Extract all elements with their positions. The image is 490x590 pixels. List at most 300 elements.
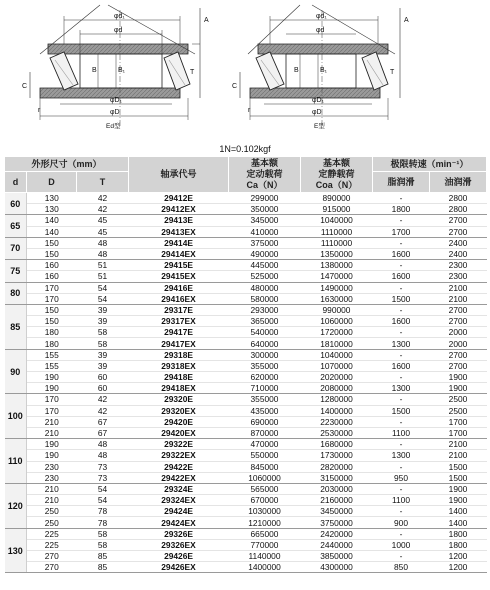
cell-D: 180 [27, 338, 77, 349]
cell-D: 180 [27, 327, 77, 338]
cell-grease: - [373, 372, 430, 383]
cell-grease: - [373, 551, 430, 562]
cell-code: 29420E [129, 416, 229, 427]
table-header [5, 157, 487, 193]
header-d: d [5, 172, 27, 193]
cell-ca: 870000 [229, 427, 301, 438]
cell-ca: 1210000 [229, 517, 301, 528]
cell-oil: 1900 [430, 495, 487, 506]
cell-coa: 1040000 [301, 349, 373, 360]
cell-ca: 480000 [229, 282, 301, 293]
cell-T: 78 [77, 517, 129, 528]
cell-ca: 293000 [229, 304, 301, 315]
dim-label-d1-left: φd₁ [114, 13, 125, 20]
cell-code: 29326E [129, 528, 229, 539]
cell-grease: - [373, 193, 430, 204]
cell-ca: 355000 [229, 394, 301, 405]
cell-code: 29317EX [129, 316, 229, 327]
cell-d: 130 [5, 528, 27, 573]
cell-oil: 2500 [430, 394, 487, 405]
cell-T: 58 [77, 338, 129, 349]
cell-oil: 2700 [430, 349, 487, 360]
dim-label-D1-left: φD₁ [110, 97, 122, 104]
cell-T: 48 [77, 248, 129, 259]
cell-T: 54 [77, 293, 129, 304]
cell-oil: 2000 [430, 327, 487, 338]
table-row [5, 260, 487, 271]
cell-oil: 1200 [430, 562, 487, 573]
cell-grease: - [373, 461, 430, 472]
cell-grease: - [373, 282, 430, 293]
cell-grease: 1500 [373, 293, 430, 304]
cell-grease: 900 [373, 517, 430, 528]
caption-ed-type: Ed型 [106, 123, 121, 130]
header-grease: 脂润滑 [373, 172, 430, 193]
cell-ca: 470000 [229, 439, 301, 450]
cell-D: 190 [27, 383, 77, 394]
cell-oil: 1200 [430, 551, 487, 562]
cell-coa: 1060000 [301, 316, 373, 327]
cell-code: 29414E [129, 237, 229, 248]
cell-coa: 1720000 [301, 327, 373, 338]
cell-D: 190 [27, 439, 77, 450]
cell-oil: 2100 [430, 439, 487, 450]
cell-grease: - [373, 506, 430, 517]
table-row [5, 528, 487, 539]
cell-D: 250 [27, 506, 77, 517]
cell-coa: 1040000 [301, 215, 373, 226]
cell-oil: 2400 [430, 237, 487, 248]
cell-code: 29413EX [129, 226, 229, 237]
cell-T: 60 [77, 383, 129, 394]
header-coa-line2: 定静载荷 [318, 169, 355, 179]
cell-code: 29322E [129, 439, 229, 450]
cell-D: 225 [27, 528, 77, 539]
cell-oil: 1900 [430, 372, 487, 383]
cell-coa: 1380000 [301, 260, 373, 271]
header-code: 轴承代号 [129, 157, 229, 193]
cell-grease: 1100 [373, 427, 430, 438]
cell-D: 210 [27, 427, 77, 438]
dim-label-T-right: T [390, 69, 395, 76]
header-coa-line3: Coa（N） [315, 180, 358, 190]
cell-oil: 2700 [430, 215, 487, 226]
cell-coa: 1810000 [301, 338, 373, 349]
cell-coa: 2530000 [301, 427, 373, 438]
cell-grease: 950 [373, 472, 430, 483]
dim-label-d-left: φd [114, 27, 123, 34]
cell-D: 170 [27, 405, 77, 416]
header-dims-group: 外形尺寸（mm） [5, 157, 129, 172]
cell-D: 160 [27, 271, 77, 282]
dim-label-A-right: A [404, 17, 409, 24]
cell-oil: 1800 [430, 539, 487, 550]
bearing-spec-table [4, 156, 487, 573]
table-row [5, 215, 487, 226]
cell-d: 100 [5, 394, 27, 439]
cell-T: 58 [77, 327, 129, 338]
cell-grease: - [373, 416, 430, 427]
cell-oil: 2700 [430, 360, 487, 371]
cell-grease: 1600 [373, 360, 430, 371]
table-row [5, 405, 487, 416]
table-row [5, 372, 487, 383]
cell-coa: 1680000 [301, 439, 373, 450]
cell-code: 29418E [129, 372, 229, 383]
cell-grease: - [373, 260, 430, 271]
cell-code: 29326EX [129, 539, 229, 550]
cell-ca: 410000 [229, 226, 301, 237]
table-row [5, 226, 487, 237]
cell-coa: 1490000 [301, 282, 373, 293]
cell-oil: 2300 [430, 260, 487, 271]
cell-D: 270 [27, 551, 77, 562]
cell-D: 155 [27, 349, 77, 360]
cell-D: 150 [27, 237, 77, 248]
cell-ca: 300000 [229, 349, 301, 360]
cell-ca: 445000 [229, 260, 301, 271]
cell-coa: 1110000 [301, 226, 373, 237]
cell-coa: 890000 [301, 193, 373, 204]
cell-oil: 2100 [430, 293, 487, 304]
dim-label-B1-right: B₁ [320, 67, 328, 74]
cell-grease: - [373, 394, 430, 405]
cell-ca: 299000 [229, 193, 301, 204]
cell-oil: 2700 [430, 304, 487, 315]
cell-T: 42 [77, 394, 129, 405]
cell-D: 160 [27, 260, 77, 271]
cell-T: 67 [77, 427, 129, 438]
cell-coa: 915000 [301, 204, 373, 215]
unit-conversion-note: 1N=0.102kgf [219, 144, 271, 154]
cell-ca: 355000 [229, 360, 301, 371]
cell-d: 70 [5, 237, 27, 259]
cell-T: 85 [77, 562, 129, 573]
cell-ca: 710000 [229, 383, 301, 394]
cell-code: 29424E [129, 506, 229, 517]
cell-ca: 365000 [229, 316, 301, 327]
cell-ca: 375000 [229, 237, 301, 248]
cell-code: 29418EX [129, 383, 229, 394]
bearing-spec-table-wrapper [4, 156, 486, 573]
header-ca-line3: Ca（N） [246, 180, 283, 190]
table-row [5, 237, 487, 248]
cell-T: 51 [77, 260, 129, 271]
cell-D: 270 [27, 562, 77, 573]
cell-oil: 1900 [430, 483, 487, 494]
cell-oil: 1500 [430, 472, 487, 483]
table-row [5, 439, 487, 450]
cell-T: 42 [77, 193, 129, 204]
cell-ca: 550000 [229, 450, 301, 461]
cell-grease: 1700 [373, 226, 430, 237]
cell-D: 250 [27, 517, 77, 528]
cell-coa: 2160000 [301, 495, 373, 506]
dim-label-d1-right: φd₁ [316, 13, 327, 20]
cell-code: 29426EX [129, 562, 229, 573]
cell-T: 48 [77, 439, 129, 450]
table-row [5, 539, 487, 550]
table-body [5, 193, 487, 573]
dim-label-r-left: r [38, 107, 41, 114]
cell-coa: 3150000 [301, 472, 373, 483]
cell-T: 39 [77, 360, 129, 371]
cell-D: 130 [27, 193, 77, 204]
cell-ca: 1030000 [229, 506, 301, 517]
cell-d: 110 [5, 439, 27, 484]
table-row [5, 204, 487, 215]
cell-grease: 1100 [373, 495, 430, 506]
cell-code: 29320EX [129, 405, 229, 416]
cell-D: 140 [27, 215, 77, 226]
cell-T: 73 [77, 461, 129, 472]
cell-oil: 1400 [430, 517, 487, 528]
dim-label-d-right: φd [316, 27, 325, 34]
table-row [5, 483, 487, 494]
cell-coa: 2820000 [301, 461, 373, 472]
cell-coa: 1730000 [301, 450, 373, 461]
cell-oil: 2400 [430, 248, 487, 259]
cell-grease: - [373, 237, 430, 248]
cell-ca: 1060000 [229, 472, 301, 483]
cell-code: 29422E [129, 461, 229, 472]
cell-T: 54 [77, 282, 129, 293]
header-speed-group: 极限转速（min⁻¹） [373, 157, 487, 172]
header-T: T [77, 172, 129, 193]
cell-grease: 1600 [373, 248, 430, 259]
cell-grease: 850 [373, 562, 430, 573]
cell-ca: 670000 [229, 495, 301, 506]
dim-label-A-left: A [204, 17, 209, 24]
cell-D: 190 [27, 450, 77, 461]
table-row [5, 360, 487, 371]
cell-T: 73 [77, 472, 129, 483]
cell-oil: 2700 [430, 226, 487, 237]
header-ca-line1: 基本额 [250, 158, 278, 168]
dim-label-C-right: C [232, 83, 238, 90]
cell-T: 45 [77, 226, 129, 237]
cell-T: 42 [77, 204, 129, 215]
cell-T: 54 [77, 483, 129, 494]
cell-oil: 1400 [430, 506, 487, 517]
cell-oil: 2000 [430, 338, 487, 349]
cell-D: 210 [27, 483, 77, 494]
cell-grease: 1500 [373, 405, 430, 416]
cell-grease: 1300 [373, 383, 430, 394]
cell-T: 39 [77, 316, 129, 327]
table-row [5, 394, 487, 405]
table-row [5, 495, 487, 506]
header-D: D [27, 172, 77, 193]
cell-coa: 3750000 [301, 517, 373, 528]
cell-coa: 990000 [301, 304, 373, 315]
cell-d: 60 [5, 193, 27, 215]
cell-oil: 1700 [430, 416, 487, 427]
cell-grease: - [373, 439, 430, 450]
cell-oil: 1800 [430, 528, 487, 539]
dim-label-T-left: T [190, 69, 195, 76]
cell-ca: 620000 [229, 372, 301, 383]
cell-code: 29420EX [129, 427, 229, 438]
cell-grease: - [373, 304, 430, 315]
cell-oil: 2100 [430, 450, 487, 461]
cell-ca: 350000 [229, 204, 301, 215]
cell-ca: 845000 [229, 461, 301, 472]
cell-grease: 1600 [373, 271, 430, 282]
table-row [5, 193, 487, 204]
cell-oil: 2100 [430, 282, 487, 293]
dim-label-B-left: B [92, 67, 97, 74]
cell-ca: 435000 [229, 405, 301, 416]
cell-coa: 2420000 [301, 528, 373, 539]
dim-label-D1-right: φD₁ [312, 97, 324, 104]
cell-ca: 525000 [229, 271, 301, 282]
cell-coa: 1630000 [301, 293, 373, 304]
table-row [5, 383, 487, 394]
cell-ca: 665000 [229, 528, 301, 539]
cell-coa: 1280000 [301, 394, 373, 405]
table-row [5, 461, 487, 472]
cell-D: 190 [27, 372, 77, 383]
table-row [5, 427, 487, 438]
cell-T: 48 [77, 450, 129, 461]
cell-ca: 490000 [229, 248, 301, 259]
cell-coa: 2020000 [301, 372, 373, 383]
cell-code: 29415E [129, 260, 229, 271]
cell-D: 150 [27, 304, 77, 315]
table-row [5, 282, 487, 293]
cell-code: 29320E [129, 394, 229, 405]
cell-ca: 580000 [229, 293, 301, 304]
cell-ca: 770000 [229, 539, 301, 550]
cell-coa: 4300000 [301, 562, 373, 573]
cell-oil: 2800 [430, 204, 487, 215]
cell-oil: 1500 [430, 461, 487, 472]
table-row [5, 271, 487, 282]
cell-grease: 1600 [373, 316, 430, 327]
cell-D: 170 [27, 282, 77, 293]
cell-ca: 640000 [229, 338, 301, 349]
cell-code: 29417EX [129, 338, 229, 349]
cell-code: 29317E [129, 304, 229, 315]
cell-grease: - [373, 483, 430, 494]
cell-ca: 1140000 [229, 551, 301, 562]
cell-T: 67 [77, 416, 129, 427]
table-row [5, 304, 487, 315]
drawing-e-type [240, 5, 400, 126]
cell-coa: 2030000 [301, 483, 373, 494]
bearing-drawings [0, 0, 490, 140]
cell-coa: 3850000 [301, 551, 373, 562]
cell-d: 90 [5, 349, 27, 394]
cell-D: 140 [27, 226, 77, 237]
cell-code: 29424EX [129, 517, 229, 528]
cell-oil: 2300 [430, 271, 487, 282]
cell-ca: 690000 [229, 416, 301, 427]
cell-code: 29422EX [129, 472, 229, 483]
cell-code: 29417E [129, 327, 229, 338]
table-row [5, 472, 487, 483]
cell-ca: 1400000 [229, 562, 301, 573]
cell-D: 230 [27, 461, 77, 472]
dim-label-B1-left: B₁ [118, 67, 126, 74]
cell-grease: 1300 [373, 450, 430, 461]
cell-T: 60 [77, 372, 129, 383]
cell-oil: 2500 [430, 405, 487, 416]
cell-d: 75 [5, 260, 27, 282]
cell-grease: - [373, 528, 430, 539]
cell-code: 29322EX [129, 450, 229, 461]
cell-coa: 2080000 [301, 383, 373, 394]
cell-code: 29318E [129, 349, 229, 360]
cell-code: 29416EX [129, 293, 229, 304]
cell-code: 29412E [129, 193, 229, 204]
cell-T: 54 [77, 495, 129, 506]
cell-coa: 2230000 [301, 416, 373, 427]
header-coa [301, 157, 373, 193]
cell-code: 29324EX [129, 495, 229, 506]
cell-T: 39 [77, 304, 129, 315]
header-oil: 油润滑 [430, 172, 487, 193]
cell-oil: 1900 [430, 383, 487, 394]
dim-label-C-left: C [22, 83, 28, 90]
cell-oil: 2800 [430, 193, 487, 204]
table-row [5, 517, 487, 528]
cell-T: 42 [77, 405, 129, 416]
cell-ca: 540000 [229, 327, 301, 338]
cell-grease: - [373, 327, 430, 338]
cell-D: 155 [27, 360, 77, 371]
cell-D: 150 [27, 316, 77, 327]
cell-D: 210 [27, 495, 77, 506]
cell-code: 29324E [129, 483, 229, 494]
cell-D: 130 [27, 204, 77, 215]
cell-oil: 2700 [430, 316, 487, 327]
cell-code: 29415EX [129, 271, 229, 282]
cell-coa: 1110000 [301, 237, 373, 248]
cell-d: 85 [5, 304, 27, 349]
cell-code: 29426E [129, 551, 229, 562]
cell-T: 45 [77, 215, 129, 226]
cell-coa: 2440000 [301, 539, 373, 550]
caption-e-type: E型 [314, 123, 325, 130]
cell-code: 29416E [129, 282, 229, 293]
table-row [5, 316, 487, 327]
cell-d: 80 [5, 282, 27, 304]
cell-T: 48 [77, 237, 129, 248]
cell-coa: 1400000 [301, 405, 373, 416]
header-ca [229, 157, 301, 193]
cell-grease: 1800 [373, 204, 430, 215]
table-row [5, 416, 487, 427]
cell-D: 170 [27, 394, 77, 405]
cell-grease: 1000 [373, 539, 430, 550]
table-row [5, 293, 487, 304]
cell-ca: 565000 [229, 483, 301, 494]
cell-T: 85 [77, 551, 129, 562]
cell-coa: 1070000 [301, 360, 373, 371]
cell-grease: - [373, 349, 430, 360]
cell-T: 58 [77, 539, 129, 550]
cell-code: 29412EX [129, 204, 229, 215]
cell-T: 51 [77, 271, 129, 282]
table-row [5, 338, 487, 349]
cell-D: 170 [27, 293, 77, 304]
cell-ca: 345000 [229, 215, 301, 226]
table-row [5, 450, 487, 461]
cell-coa: 3450000 [301, 506, 373, 517]
cell-coa: 1470000 [301, 271, 373, 282]
